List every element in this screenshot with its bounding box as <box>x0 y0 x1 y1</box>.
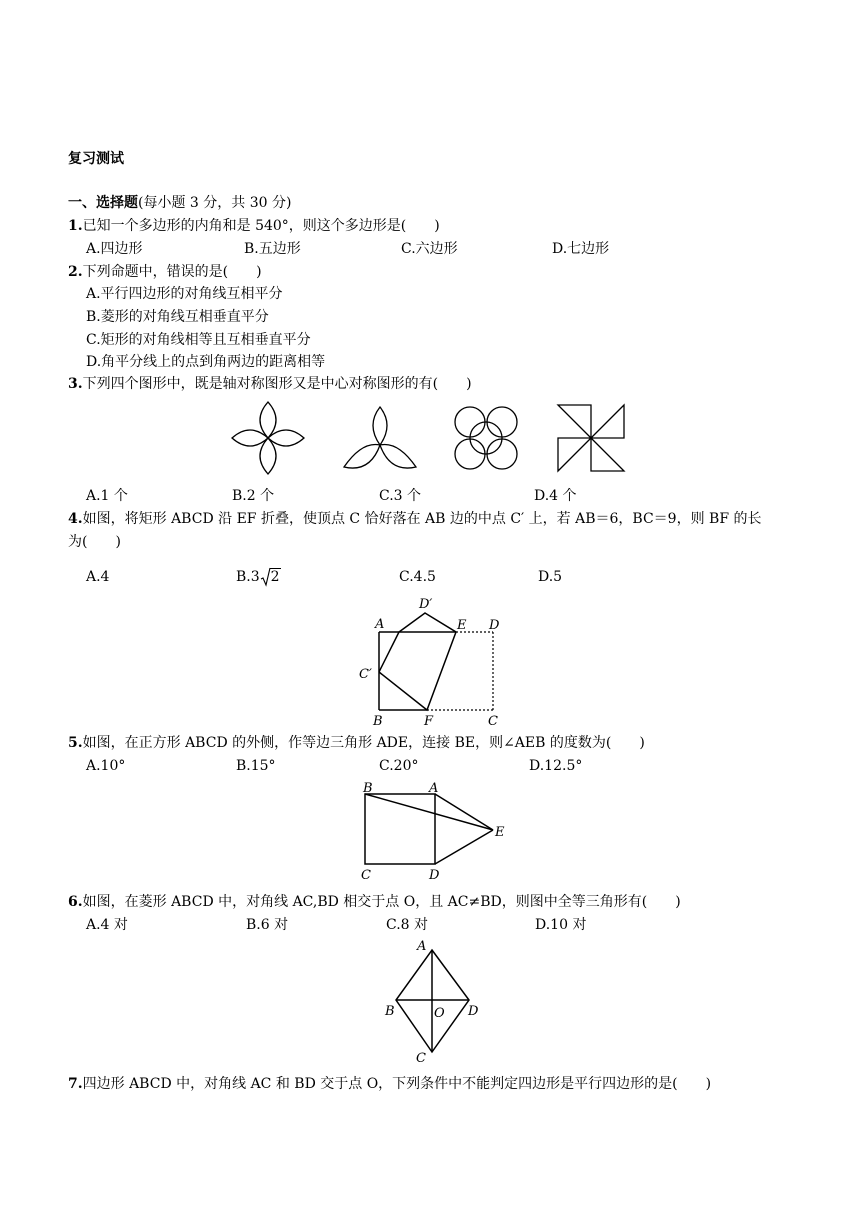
label-e: E <box>495 825 505 840</box>
label-b: B <box>373 714 383 729</box>
q5-option-d: D.12.5° <box>529 758 583 774</box>
q2-option-b: B.菱形的对角线互相垂直平分 <box>86 309 269 325</box>
label-a: A <box>417 939 427 954</box>
label-o: O <box>434 1006 445 1021</box>
q5-square-triangle-diagram <box>355 778 515 884</box>
question-number: 1. <box>68 218 83 234</box>
question-2 <box>68 263 262 281</box>
question-text: 已知一个多边形的内角和是 540°，则这个多边形是( ) <box>82 218 440 234</box>
q1-option-b: B.五边形 <box>244 241 301 257</box>
four-petal-flower-icon <box>230 400 306 476</box>
label-f: F <box>424 714 434 729</box>
q2-option-c: C.矩形的对角线相等且互相垂直平分 <box>86 332 311 348</box>
sqrt-icon <box>261 568 281 586</box>
q5-option-c: C.20° <box>379 758 419 774</box>
label-e: E <box>457 618 467 633</box>
label-b: B <box>385 1004 395 1019</box>
three-petal-flower-icon <box>342 405 418 473</box>
question-6 <box>68 893 681 911</box>
q3-option-a: A.1 个 <box>86 488 128 504</box>
q1-option-a: A.四边形 <box>86 241 143 257</box>
question-number: 3. <box>68 376 83 392</box>
section-heading <box>68 194 291 212</box>
q2-option-d: D.角平分线上的点到角两边的距离相等 <box>86 354 326 370</box>
question-text: 四边形 ABCD 中，对角线 AC 和 BD 交于点 O，下列条件中不能判定四边形是平行四边形的是( ) <box>82 1076 712 1092</box>
q6-option-b: B.6 对 <box>246 917 289 933</box>
question-number: 2. <box>68 264 83 280</box>
question-text: 下列四个图形中，既是轴对称图形又是中心对称图形的有( ) <box>82 376 472 392</box>
question-number: 7. <box>68 1076 83 1092</box>
question-1 <box>68 217 440 235</box>
q6-option-a: A.4 对 <box>86 917 128 933</box>
q4-option-d: D.5 <box>538 569 563 585</box>
q1-option-c: C.六边形 <box>401 241 458 257</box>
label-d: D <box>489 618 500 633</box>
q3-option-d: D.4 个 <box>534 488 577 504</box>
label-c-prime: C′ <box>359 667 372 682</box>
label-c: C <box>416 1051 426 1066</box>
label-d: D <box>468 1004 479 1019</box>
option-b-label: B.3 <box>236 569 260 585</box>
q5-option-a: A.10° <box>86 758 126 774</box>
question-number: 4. <box>68 511 83 527</box>
question-number: 5. <box>68 735 83 751</box>
pinwheel-icon <box>556 403 626 473</box>
label-a: A <box>375 617 385 632</box>
q6-option-c: C.8 对 <box>386 917 429 933</box>
question-3 <box>68 375 472 393</box>
q4-option-b <box>236 568 281 586</box>
label-c: C <box>488 714 498 729</box>
label-a: A <box>429 781 439 796</box>
section-note: (每小题 3 分，共 30 分) <box>138 195 292 211</box>
q3-option-c: C.3 个 <box>379 488 422 504</box>
question-text: 下列命题中，错误的是( ) <box>82 264 262 280</box>
q4-option-c: C.4.5 <box>399 569 436 585</box>
radicand: 2 <box>270 569 280 585</box>
question-text: 如图，将矩形 ABCD 沿 EF 折叠，使顶点 C 恰好落在 AB 边的中点 C′ 上，若 AB＝6，BC＝9，则 BF 的长 <box>82 511 762 527</box>
page-title: 复习测试 <box>68 151 124 167</box>
label-d: D <box>429 868 440 883</box>
q4-option-a: A.4 <box>86 569 110 585</box>
question-4-continued: 为( ) <box>68 534 121 550</box>
q3-option-b: B.2 个 <box>232 488 275 504</box>
q1-option-d: D.七边形 <box>552 241 610 257</box>
q6-option-d: D.10 对 <box>535 917 587 933</box>
label-d-prime: D′ <box>419 597 433 612</box>
question-text: 如图，在菱形 ABCD 中，对角线 AC,BD 相交于点 O，且 AC≠BD，则图中全等三角形有( ) <box>82 894 681 910</box>
label-b: B <box>363 781 373 796</box>
label-c: C <box>361 868 371 883</box>
question-number: 6. <box>68 894 83 910</box>
question-7 <box>68 1075 711 1093</box>
section-title: 一、选择题 <box>68 195 138 211</box>
q6-rhombus-diagram <box>380 936 490 1066</box>
q4-fold-rectangle-diagram <box>355 592 515 732</box>
question-5 <box>68 734 645 752</box>
question-text: 如图，在正方形 ABCD 的外侧，作等边三角形 ADE，连接 BE，则∠AEB 的度数为( ) <box>82 735 645 751</box>
q2-option-a: A.平行四边形的对角线互相平分 <box>86 286 283 302</box>
question-4 <box>68 510 761 528</box>
q5-option-b: B.15° <box>236 758 276 774</box>
four-circle-flower-icon <box>448 400 524 476</box>
